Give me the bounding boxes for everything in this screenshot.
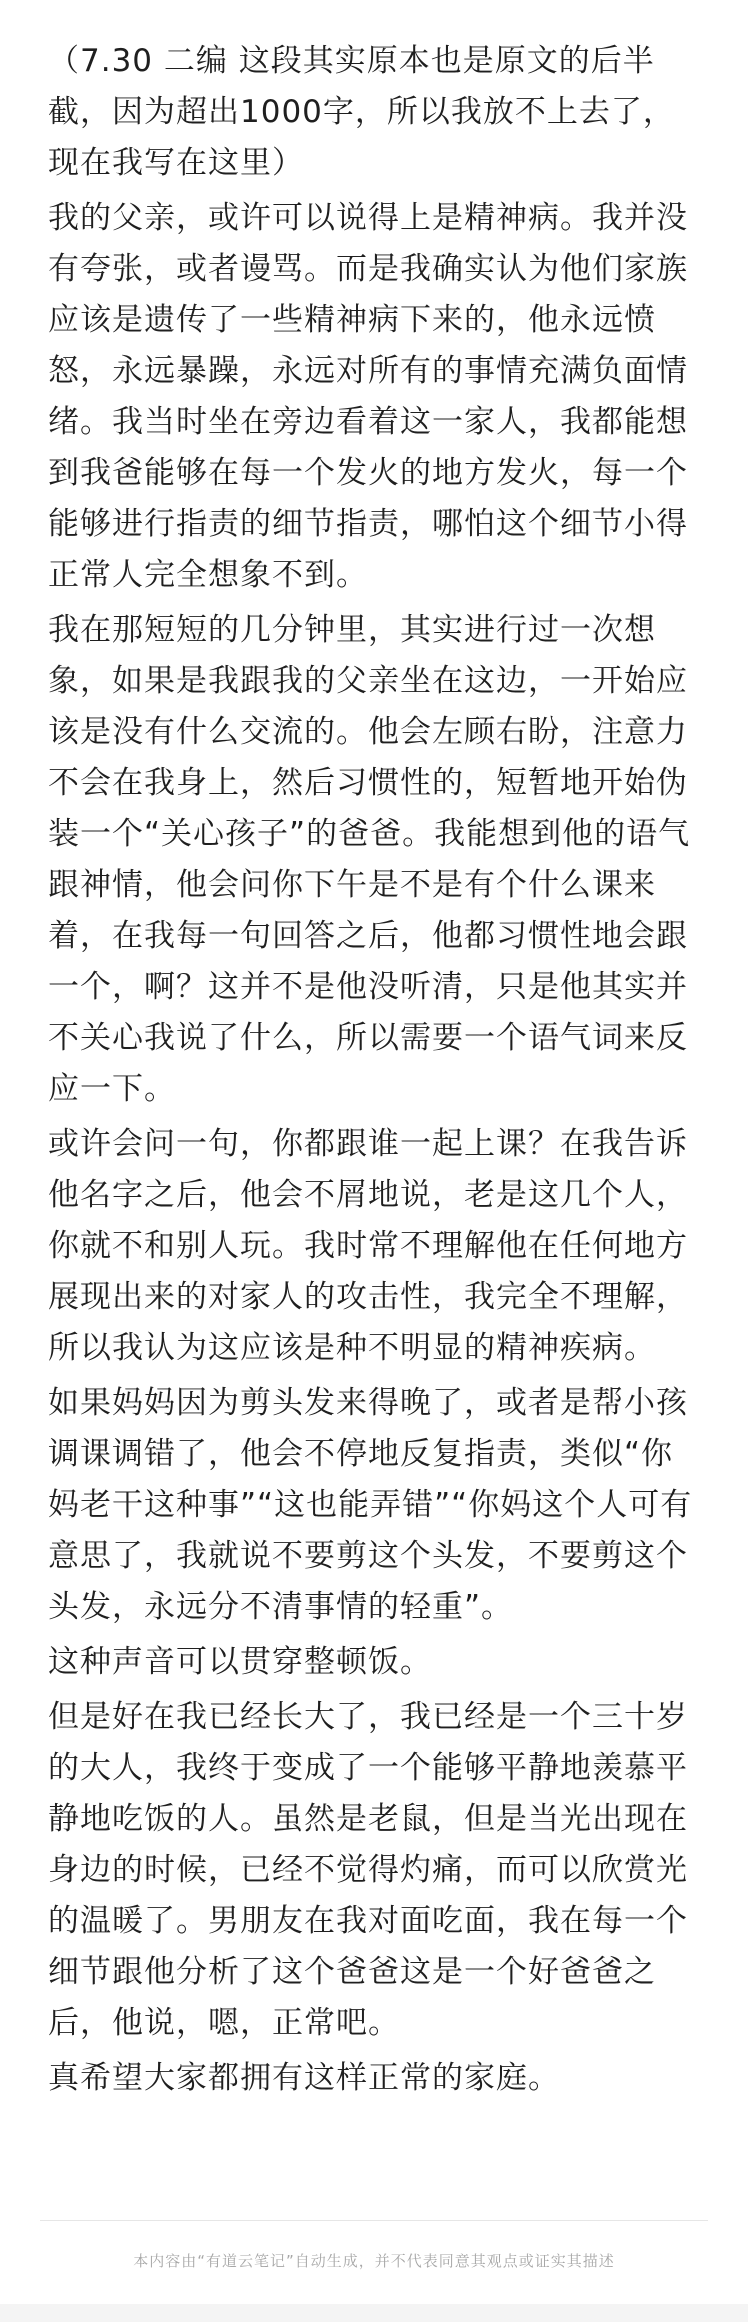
paragraph-mother: 如果妈妈因为剪头发来得晚了，或者是帮小孩调课调错了，他会不停地反复指责，类似“你妈老干这种事”“这也能弄错”“你妈这个人可有意思了，我就说不要剪这个头发，不要剪这个头发，永远分不清事情的轻重”。: [48, 1385, 693, 1625]
footer-divider: [40, 2220, 708, 2221]
paragraph-edit-note: （7.30 二编 这段其实原本也是原文的后半截，因为超出1000字，所以我放不上去了，现在我写在这里）: [48, 43, 675, 181]
paragraph-voice: 这种声音可以贯穿整顿饭。: [48, 1644, 432, 1680]
paragraph-imagination: 我在那短短的几分钟里，其实进行过一次想象，如果是我跟我的父亲坐在这边，一开始应该是没有什么交流的。他会左顾右盼，注意力不会在我身上，然后习惯性的，短暂地开始伪装一个“关心孩子”的爸爸。我能想到他的语气跟神情，他会问你下午是不是有个什么课来着，在我每一句回答之后，他都习惯性地会跟一个，啊？这并不是他没听清，只是他其实并不关心我说了什么，所以需要一个语气词来反应一下。: [48, 612, 691, 1107]
paragraph-wish: 真希望大家都拥有这样正常的家庭。: [48, 2060, 560, 2096]
paragraph-grown-up: 但是好在我已经长大了，我已经是一个三十岁的大人，我终于变成了一个能够平静地羡慕平静地吃饭的人。虽然是老鼠，但是当光出现在身边的时候，已经不觉得灼痛，而可以欣赏光的温暖了。男朋友在我对面吃面，我在每一个细节跟他分析了这个爸爸这是一个好爸爸之后，他说，嗯，正常吧。: [48, 1699, 688, 2041]
paragraph-question: 或许会问一句，你都跟谁一起上课？在我告诉他名字之后，他会不屑地说，老是这几个人，你就不和别人玩。我时常不理解他在任何地方展现出来的对家人的攻击性，我完全不理解，所以我认为这应该是种不明显的精神疾病。: [48, 1126, 688, 1366]
bottom-strip: [0, 2304, 748, 2322]
footer-disclaimer: 本内容由“有道云笔记”自动生成，并不代表同意其观点或证实其描述: [133, 2252, 615, 2270]
article-body: [48, 36, 700, 2108]
paragraph-father: 我的父亲，或许可以说得上是精神病。我并没有夸张，或者谩骂。而是我确实认为他们家族应该是遗传了一些精神病下来的，他永远愤怒，永远暴躁，永远对所有的事情充满负面情绪。我当时坐在旁边看着这一家人，我都能想到我爸能够在每一个发火的地方发火，每一个能够进行指责的细节指责，哪怕这个细节小得正常人完全想象不到。: [48, 200, 688, 593]
